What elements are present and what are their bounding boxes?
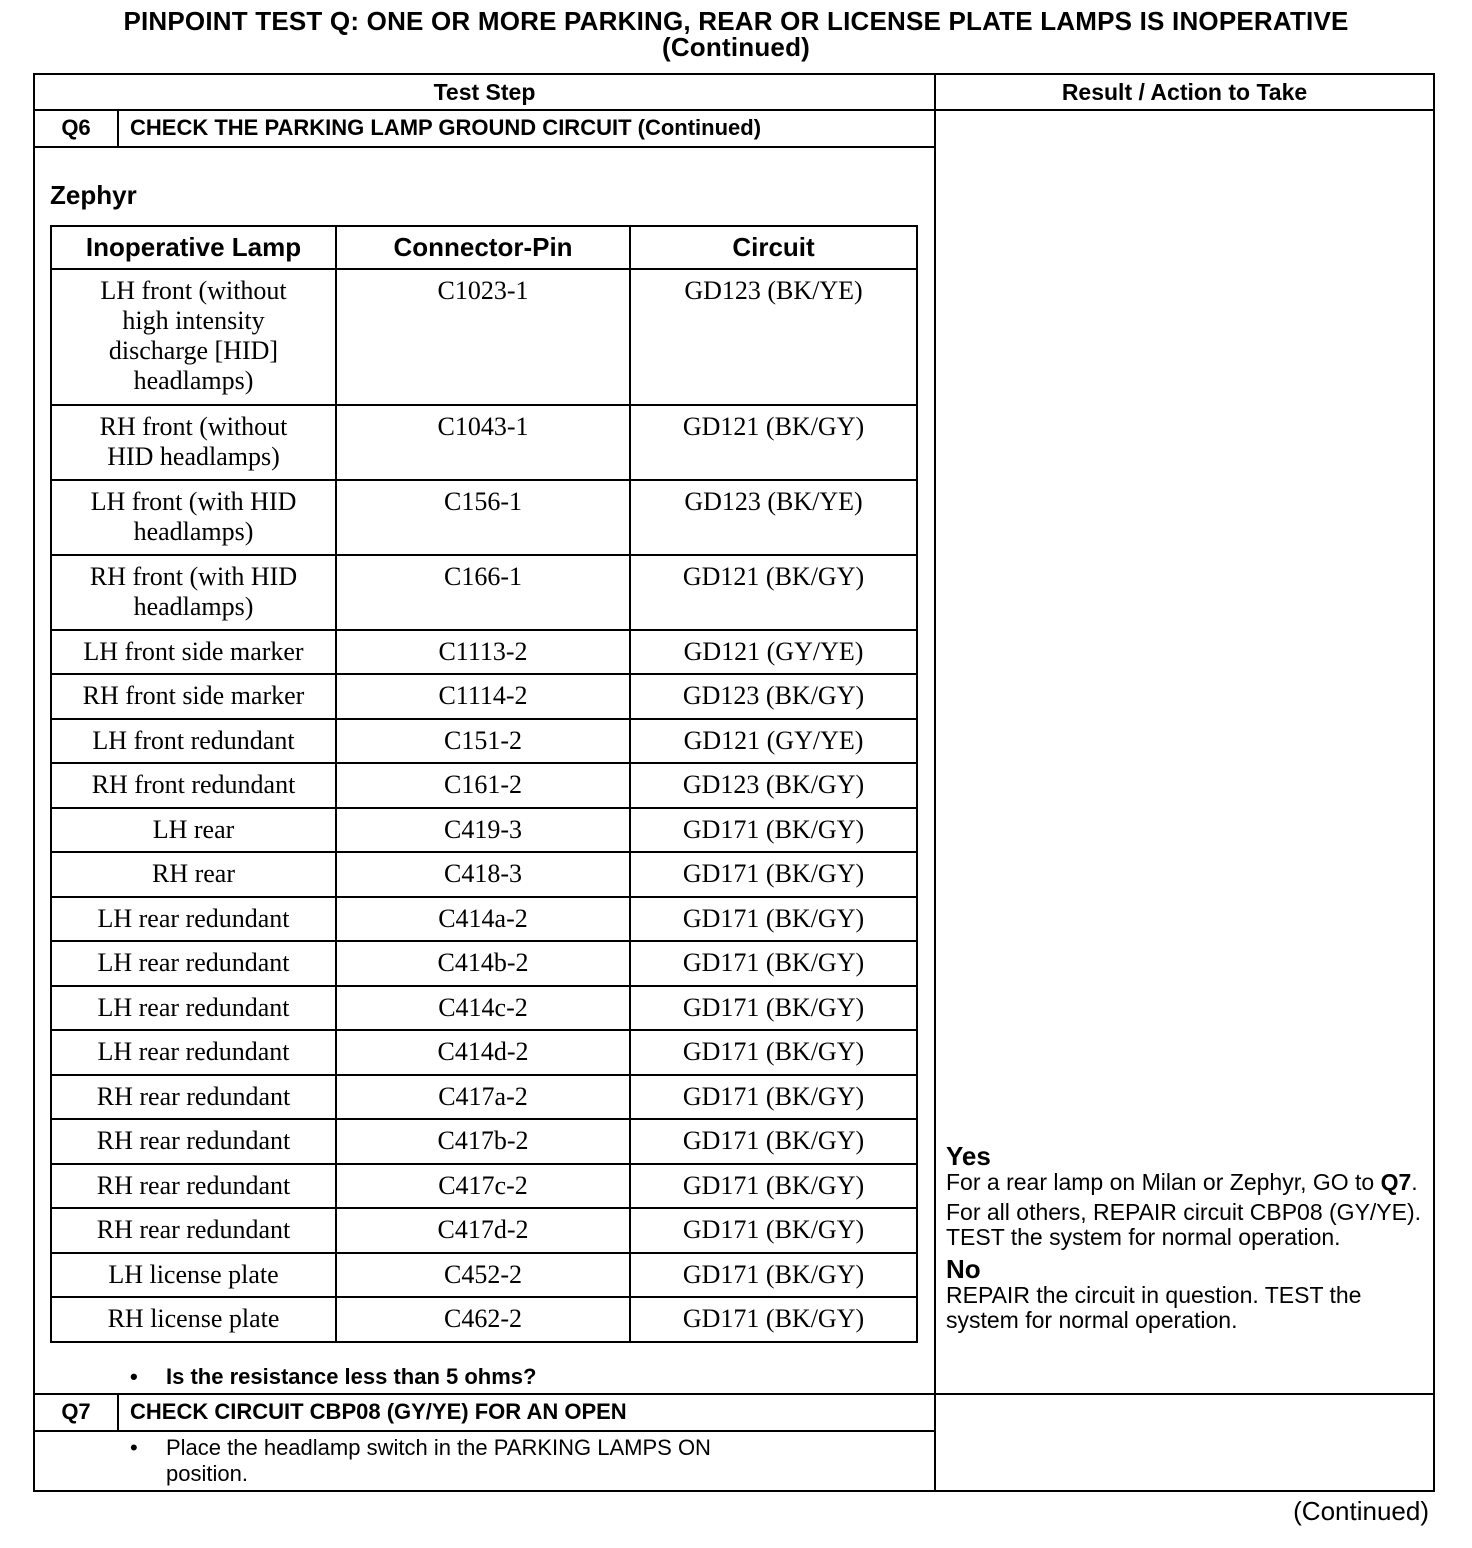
connector-cell: C1043-1 bbox=[336, 405, 630, 480]
table-row bbox=[51, 808, 917, 852]
lamp-cell: LH rear bbox=[51, 808, 336, 852]
connector-cell: C1023-1 bbox=[336, 269, 630, 405]
step-id-divider bbox=[117, 1395, 119, 1431]
table-row bbox=[51, 674, 917, 719]
step-id-q7: Q7 bbox=[61, 1399, 91, 1424]
lamp-cell: LH license plate bbox=[51, 1253, 336, 1297]
title-line-1: PINPOINT TEST Q: ONE OR MORE PARKING, REAR OR LICENSE PLATE LAMPS IS INOPERATIVE bbox=[123, 6, 1349, 36]
lamp-cell: RH front redundant bbox=[51, 763, 336, 808]
connector-cell: C462-2 bbox=[336, 1297, 630, 1342]
header-test-step: Test Step bbox=[433, 79, 536, 105]
table-header-row bbox=[51, 226, 917, 269]
lamp-cell: RH rear bbox=[51, 852, 336, 897]
continued-label: (Continued) bbox=[1293, 1496, 1429, 1526]
circuit-cell: GD171 (BK/GY) bbox=[630, 1253, 917, 1297]
circuit-cell: GD171 (BK/GY) bbox=[630, 1297, 917, 1342]
circuit-cell: GD171 (BK/GY) bbox=[630, 1075, 917, 1119]
connector-cell: C1113-2 bbox=[336, 630, 630, 674]
table-row bbox=[51, 1075, 917, 1119]
lamp-cell: RH rear redundant bbox=[51, 1164, 336, 1208]
connector-cell: C417a-2 bbox=[336, 1075, 630, 1119]
connector-cell: C418-3 bbox=[336, 852, 630, 897]
column-header-lamp: Inoperative Lamp bbox=[51, 226, 336, 269]
table-row bbox=[51, 1164, 917, 1208]
lamp-cell: RH rear redundant bbox=[51, 1208, 336, 1253]
lamp-cell: LH rear redundant bbox=[51, 986, 336, 1030]
connector-cell: C414c-2 bbox=[336, 986, 630, 1030]
table-row bbox=[51, 941, 917, 986]
circuit-cell: GD121 (BK/GY) bbox=[630, 555, 917, 630]
step-title-q7: CHECK CIRCUIT CBP08 (GY/YE) FOR AN OPEN bbox=[130, 1399, 627, 1424]
lamp-cell: RH front (without HID headlamps) bbox=[51, 405, 336, 480]
question-text: Is the resistance less than 5 ohms? bbox=[166, 1364, 537, 1389]
table-row bbox=[51, 763, 917, 808]
table-row bbox=[51, 269, 917, 405]
circuit-cell: GD123 (BK/GY) bbox=[630, 674, 917, 719]
circuit-cell: GD123 (BK/GY) bbox=[630, 763, 917, 808]
pinpoint-test-table bbox=[33, 73, 1435, 1492]
circuit-cell: GD171 (BK/GY) bbox=[630, 1030, 917, 1075]
result-no-text: REPAIR the circuit in question. TEST the system for normal operation. bbox=[946, 1282, 1362, 1333]
column-header-circuit: Circuit bbox=[630, 226, 917, 269]
instruction-line-1: Place the headlamp switch in the PARKING LAMPS ON bbox=[166, 1435, 711, 1460]
circuit-cell: GD171 (BK/GY) bbox=[630, 986, 917, 1030]
circuit-cell: GD171 (BK/GY) bbox=[630, 1164, 917, 1208]
lamp-circuit-table bbox=[50, 225, 918, 1343]
table-row bbox=[51, 897, 917, 941]
lamp-cell: LH rear redundant bbox=[51, 1030, 336, 1075]
instruction-line-2: position. bbox=[166, 1461, 248, 1486]
table-row bbox=[51, 555, 917, 630]
step-title-q6: CHECK THE PARKING LAMP GROUND CIRCUIT (Continued) bbox=[130, 115, 762, 140]
page-title bbox=[0, 8, 1472, 60]
connector-cell: C414d-2 bbox=[336, 1030, 630, 1075]
circuit-cell: GD123 (BK/YE) bbox=[630, 480, 917, 555]
title-line-2: (Continued) bbox=[661, 32, 811, 62]
circuit-cell: GD121 (BK/GY) bbox=[630, 405, 917, 480]
connector-cell: C414a-2 bbox=[336, 897, 630, 941]
lamp-cell: RH rear redundant bbox=[51, 1119, 336, 1164]
circuit-cell: GD121 (GY/YE) bbox=[630, 719, 917, 763]
result-yes-text-2: For all others, REPAIR circuit CBP08 (GY/YE). TEST the system for normal operation. bbox=[946, 1199, 1422, 1250]
connector-cell: C417b-2 bbox=[336, 1119, 630, 1164]
connector-cell: C166-1 bbox=[336, 555, 630, 630]
lamp-cell: LH front side marker bbox=[51, 630, 336, 674]
lamp-cell: RH license plate bbox=[51, 1297, 336, 1342]
vehicle-subheading: Zephyr bbox=[50, 180, 137, 210]
bullet-marker: • bbox=[130, 1364, 138, 1389]
result-no-label: No bbox=[946, 1254, 981, 1284]
step-id-divider bbox=[117, 111, 119, 147]
result-yes-text-1-end: . bbox=[1411, 1169, 1418, 1195]
table-row bbox=[51, 1253, 917, 1297]
circuit-cell: GD171 (BK/GY) bbox=[630, 852, 917, 897]
table-row bbox=[51, 719, 917, 763]
table-row bbox=[51, 630, 917, 674]
step-id-q6: Q6 bbox=[61, 115, 91, 140]
circuit-cell: GD171 (BK/GY) bbox=[630, 897, 917, 941]
lamp-cell: RH front (with HID headlamps) bbox=[51, 555, 336, 630]
lamp-cell: LH rear redundant bbox=[51, 941, 336, 986]
table-row bbox=[51, 852, 917, 897]
circuit-cell: GD171 (BK/GY) bbox=[630, 1208, 917, 1253]
lamp-cell: LH rear redundant bbox=[51, 897, 336, 941]
circuit-cell: GD171 (BK/GY) bbox=[630, 808, 917, 852]
circuit-cell: GD123 (BK/YE) bbox=[630, 269, 917, 405]
result-yes-label: Yes bbox=[946, 1141, 991, 1171]
column-header-connector: Connector-Pin bbox=[336, 226, 630, 269]
connector-cell: C161-2 bbox=[336, 763, 630, 808]
lamp-cell: LH front redundant bbox=[51, 719, 336, 763]
circuit-cell: GD121 (GY/YE) bbox=[630, 630, 917, 674]
result-yes-block bbox=[946, 1143, 1436, 1333]
column-divider bbox=[934, 75, 936, 1490]
lamp-cell: RH rear redundant bbox=[51, 1075, 336, 1119]
connector-cell: C419-3 bbox=[336, 808, 630, 852]
circuit-cell: GD171 (BK/GY) bbox=[630, 1119, 917, 1164]
result-yes-text-1-main: For a rear lamp on Milan or Zephyr, GO to bbox=[946, 1169, 1375, 1195]
step-title-divider bbox=[35, 1430, 934, 1432]
connector-cell: C1114-2 bbox=[336, 674, 630, 719]
step-title-divider bbox=[35, 146, 934, 148]
lamp-cell: LH front (with HID headlamps) bbox=[51, 480, 336, 555]
connector-cell: C156-1 bbox=[336, 480, 630, 555]
connector-cell: C417d-2 bbox=[336, 1208, 630, 1253]
table-row bbox=[51, 1297, 917, 1342]
goto-q7-link[interactable]: Q7 bbox=[1380, 1169, 1412, 1195]
table-row bbox=[51, 1119, 917, 1164]
bullet-marker: • bbox=[130, 1435, 138, 1460]
result-yes-text-1 bbox=[946, 1170, 1436, 1195]
lamp-cell: LH front (without high intensity discharge [HID] headlamps) bbox=[51, 269, 336, 405]
table-row bbox=[51, 1030, 917, 1075]
connector-cell: C151-2 bbox=[336, 719, 630, 763]
lamp-cell: RH front side marker bbox=[51, 674, 336, 719]
table-row bbox=[51, 1208, 917, 1253]
circuit-cell: GD171 (BK/GY) bbox=[630, 941, 917, 986]
table-row bbox=[51, 405, 917, 480]
connector-cell: C417c-2 bbox=[336, 1164, 630, 1208]
table-row bbox=[51, 986, 917, 1030]
connector-cell: C452-2 bbox=[336, 1253, 630, 1297]
header-result: Result / Action to Take bbox=[1061, 79, 1308, 105]
table-row bbox=[51, 480, 917, 555]
connector-cell: C414b-2 bbox=[336, 941, 630, 986]
